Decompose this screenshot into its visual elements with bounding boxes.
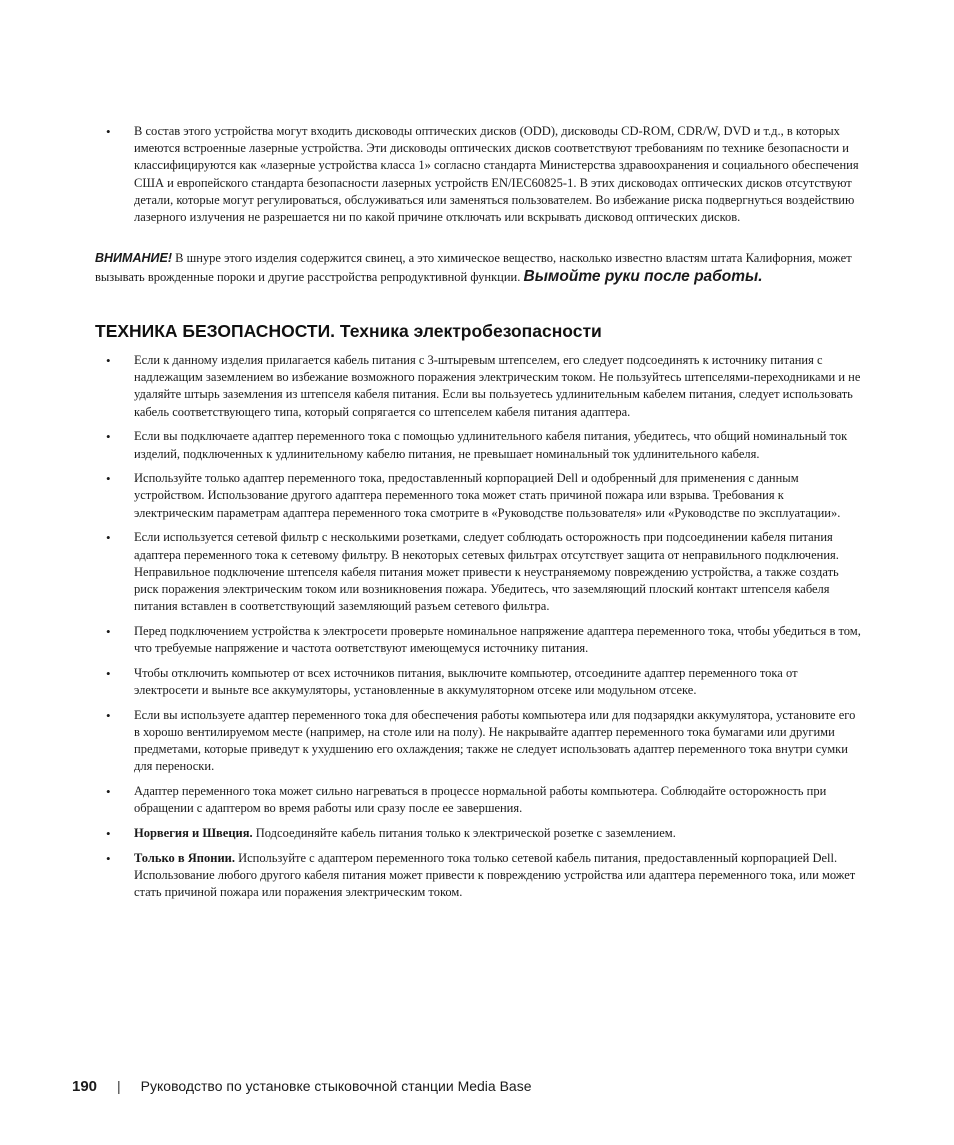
bullet-text: Адаптер переменного тока может сильно нагреваться в процессе нормальной работы компьютера. Соблюдайте осторожность при обращении с адаптером во время работы или сразу после ее завершения. bbox=[134, 783, 827, 816]
bullet-dot: • bbox=[106, 429, 111, 445]
laser-bullet-list bbox=[106, 123, 862, 234]
bullet-text: Если используется сетевой фильтр с несколькими розетками, следует соблюдать осторожность при подсоединении кабеля питания адаптера переменного тока к сетевому фильтру. В некоторых сетевых фильтрах отсутствует защита от неправильного подключения. Неправильное подключение штепселя кабеля питания может привести к неустраняемому повреждению устройства, а также создать риск поражения электрическим током или возникновения пожара. Убедитесь, что заземляющий плоский контакт штепселя кабеля питания вставлен в соответствующий заземляющий разъем сетевого фильтра. bbox=[134, 530, 839, 614]
list-item bbox=[106, 470, 862, 522]
footer-separator: | bbox=[117, 1078, 121, 1094]
warning-label: ВНИМАНИЕ! bbox=[95, 251, 173, 265]
list-item bbox=[106, 623, 862, 657]
list-item bbox=[106, 352, 862, 421]
list-item bbox=[106, 707, 862, 776]
bullet-dot: • bbox=[106, 783, 111, 799]
list-item bbox=[106, 428, 862, 462]
bullet-text: Если вы подключаете адаптер переменного тока с помощью удлинительного кабеля питания, убедитесь, что общий номинальный ток изделий, подключенных к удлинительному кабелю питания, не превышает номинальный ток удлинительного кабеля. bbox=[134, 429, 848, 461]
bullet-dot: • bbox=[106, 124, 111, 139]
list-item bbox=[106, 665, 862, 699]
list-item bbox=[106, 825, 862, 842]
bullet-text: Чтобы отключить компьютер от всех источников питания, выключите компьютер, отсоедините адаптер переменного тока от электросети и выньте все аккумуляторы, установленные в аккумуляторном отсеке или модульном отсеке. bbox=[134, 665, 798, 697]
warning-text: В шнуре этого изделия содержится свинец, а это химическое вещество, насколько известно властям штата Калифорния, может вызывать врожденные пороки и другие расстройства репродуктивной функции. bbox=[95, 251, 852, 284]
bullet-dot: • bbox=[106, 471, 111, 487]
bullet-text: Используйте только адаптер переменного тока, предоставленный корпорацией Dell и одобренный для применения с данным устройством. Использование другого адаптера переменного тока может стать причиной пожара или взрыва. Требования к электрическим параметрам адаптера переменного тока смотрите в «Руководстве пользователя» или «Руководстве по эксплуатации». bbox=[134, 471, 841, 520]
list-item bbox=[106, 850, 862, 902]
bullet-dot: • bbox=[106, 825, 111, 841]
warning-tail: Вымойте руки после работы. bbox=[523, 267, 763, 285]
bullet-bold: Только в Японии. bbox=[134, 850, 235, 865]
bullet-text: Если к данному изделия прилагается кабель питания с 3-штыревым штепселем, его следует подсоединять к источнику питания с надлежащим заземлением во избежание возможного поражения электрическим током. Не пользуйтесь штепселями-переходниками и не удаляйте штырь заземления из штепселя кабеля питания. Если вы пользуетесь удлинительным кабелем питания, следует использовать кабель соответствующего типа, который сопрягается со штепселем кабеля питания адаптера. bbox=[134, 353, 861, 419]
list-item bbox=[106, 529, 862, 615]
footer-title: Руководство по установке стыковочной станции Media Base bbox=[140, 1078, 532, 1094]
bullet-text: Подсоединяйте кабель питания только к электрической розетке с заземлением. bbox=[252, 825, 676, 840]
bullet-dot: • bbox=[106, 850, 111, 866]
list-item bbox=[106, 123, 862, 226]
page-number: 190 bbox=[72, 1078, 98, 1095]
section-heading: ТЕХНИКА БЕЗОПАСНОСТИ. Техника электробезопасности bbox=[95, 321, 602, 341]
bullet-text: Если вы используете адаптер переменного тока для обеспечения работы компьютера или для подзарядки аккумулятора, установите его в хорошо вентилируемом месте (например, на столе или на полу). Не накрывайте адаптер переменного тока бумагами или другими предметами, которые приведут к ухудшению его охлаждения; также не следует использовать адаптер переменного тока внутри сумки для переноски. bbox=[134, 707, 856, 774]
bullet-bold: Норвегия и Швеция. bbox=[134, 825, 253, 840]
bullet-text: В состав этого устройства могут входить дисководы оптических дисков (ODD), дисководы CD-ROM, CDR/W, DVD и т.д., в которых имеются встроенные лазерные устройства. Эти дисководы оптических дисков соответствуют требованиям по технике безопасности и классифицируются как «лазерные устройства класса 1» согласно стандарта Министерства здравоохранения и социального обеспечения США и европейского стандарта безопасности лазерных устройств EN/IEC60825-1. В этих дисководах оптических дисков отсутствуют детали, которые могут регулироваться, обслуживаться или заменяться пользователем. Во избежание риска подвергнуться воздействию лазерного излучения не разрешается ни по какой причине отключать или вскрывать дисковод оптических дисков. bbox=[134, 124, 859, 225]
bullet-text: Используйте с адаптером переменного тока только сетевой кабель питания, предоставленный корпорацией Dell. Использование любого другого кабеля питания может привести к повреждению устройства или адаптера переменного тока, или может стать причиной пожара или поражения электрическим током. bbox=[134, 850, 856, 899]
bullet-dot: • bbox=[106, 623, 111, 639]
bullet-dot: • bbox=[106, 530, 111, 546]
bullet-dot: • bbox=[106, 665, 111, 681]
bullet-dot: • bbox=[106, 353, 111, 368]
bullet-text: Перед подключением устройства к электросети проверьте номинальное напряжение адаптера переменного тока, чтобы убедиться в том, что требуемые напряжение и частота оответствуют имеющемуся источнику питания. bbox=[134, 623, 861, 656]
bullet-dot: • bbox=[106, 707, 111, 723]
warning-notice bbox=[95, 250, 865, 286]
electrical-safety-list bbox=[106, 352, 862, 909]
page-footer bbox=[72, 1076, 532, 1097]
list-item bbox=[106, 783, 862, 817]
